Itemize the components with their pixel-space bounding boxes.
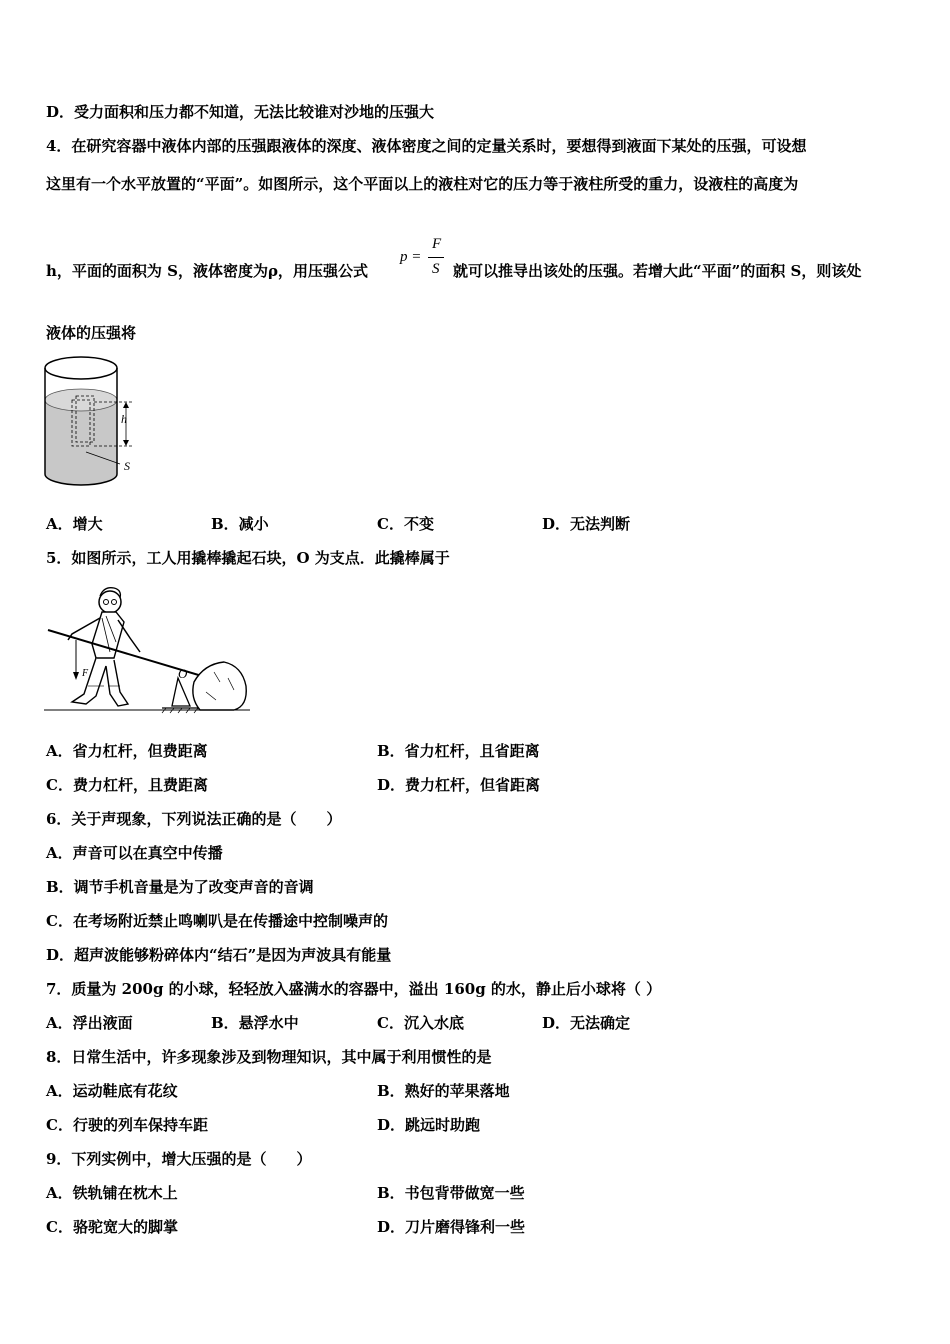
q7-option-d: D．无法确定	[542, 1014, 631, 1032]
q9-option-a: A．铁轨铺在枕木上	[46, 1184, 178, 1202]
fraction-bar	[428, 257, 444, 258]
q9-option-b: B．书包背带做宽一些	[377, 1184, 525, 1202]
q4-stem-line4: 液体的压强将	[46, 324, 137, 342]
q5-option-c: C．费力杠杆，且费距离	[46, 776, 208, 794]
figure-label-f: F	[82, 668, 89, 679]
q3-option-d: D．受力面积和压力都不知道，无法比较谁对沙地的压强大	[46, 103, 435, 121]
q5-option-b: B．省力杠杆，且省距离	[377, 742, 540, 760]
q6-option-c: C．在考场附近禁止鸣喇叭是在传播途中控制噪声的	[46, 912, 388, 930]
figure-label-s: S	[124, 459, 130, 473]
q6-option-b: B．调节手机音量是为了改变声音的音调	[46, 878, 314, 896]
q8-option-d: D．跳远时助跑	[377, 1116, 481, 1134]
figure-label-h: h	[121, 412, 127, 426]
q7-option-b: B．悬浮水中	[211, 1014, 299, 1032]
q4-stem-line1: 4．在研究容器中液体内部的压强跟液体的深度、液体密度之间的定量关系时，要想得到液面下某处的压强，可设想	[46, 137, 807, 155]
q4-stem-line3b: 就可以推导出该处的压强。若增大此“平面”的面积 S，则该处	[453, 262, 862, 280]
q4-option-a: A．增大	[46, 515, 103, 533]
q6-option-d: D．超声波能够粉碎体内“结石”是因为声波具有能量	[46, 946, 392, 964]
q4-stem-line3a: h，平面的面积为 S，液体密度为ρ，用压强公式	[46, 262, 368, 280]
q7-option-a: A．浮出液面	[46, 1014, 133, 1032]
q7-stem: 7．质量为 200g 的小球，轻轻放入盛满水的容器中，溢出 160g 的水，静止后小球将（ ）	[46, 980, 662, 998]
q4-option-b: B．减小	[211, 515, 269, 533]
crowbar-worker-figure	[44, 582, 250, 714]
cylinder-figure	[40, 352, 150, 497]
q4-option-c: C．不变	[377, 515, 434, 533]
q8-option-c: C．行驶的列车保持车距	[46, 1116, 208, 1134]
q4-stem-line2: 这里有一个水平放置的“平面”。如图所示，这个平面以上的液柱对它的压力等于液柱所受的重力，设液柱的高度为	[46, 175, 799, 193]
q5-stem: 5．如图所示，工人用撬棒撬起石块，O 为支点．此撬棒属于	[46, 549, 450, 567]
formula-denominator: S	[432, 261, 440, 277]
q9-stem: 9．下列实例中，增大压强的是（ ）	[46, 1150, 312, 1168]
pressure-formula	[400, 236, 450, 284]
q6-option-a: A．声音可以在真空中传播	[46, 844, 223, 862]
q8-option-b: B．熟好的苹果落地	[377, 1082, 510, 1100]
q7-option-c: C．沉入水底	[377, 1014, 464, 1032]
q9-option-d: D．刀片磨得锋利一些	[377, 1218, 526, 1236]
formula-numerator: F	[432, 236, 442, 252]
q4-option-d: D．无法判断	[542, 515, 631, 533]
formula-lhs: p =	[400, 249, 422, 265]
figure-label-o: O	[178, 666, 188, 681]
q8-stem: 8．日常生活中，许多现象涉及到物理知识，其中属于利用惯性的是	[46, 1048, 492, 1066]
q9-option-c: C．骆驼宽大的脚掌	[46, 1218, 178, 1236]
q5-option-a: A．省力杠杆，但费距离	[46, 742, 208, 760]
q6-stem: 6．关于声现象，下列说法正确的是（ ）	[46, 810, 342, 828]
q8-option-a: A．运动鞋底有花纹	[46, 1082, 178, 1100]
q5-option-d: D．费力杠杆，但省距离	[377, 776, 541, 794]
